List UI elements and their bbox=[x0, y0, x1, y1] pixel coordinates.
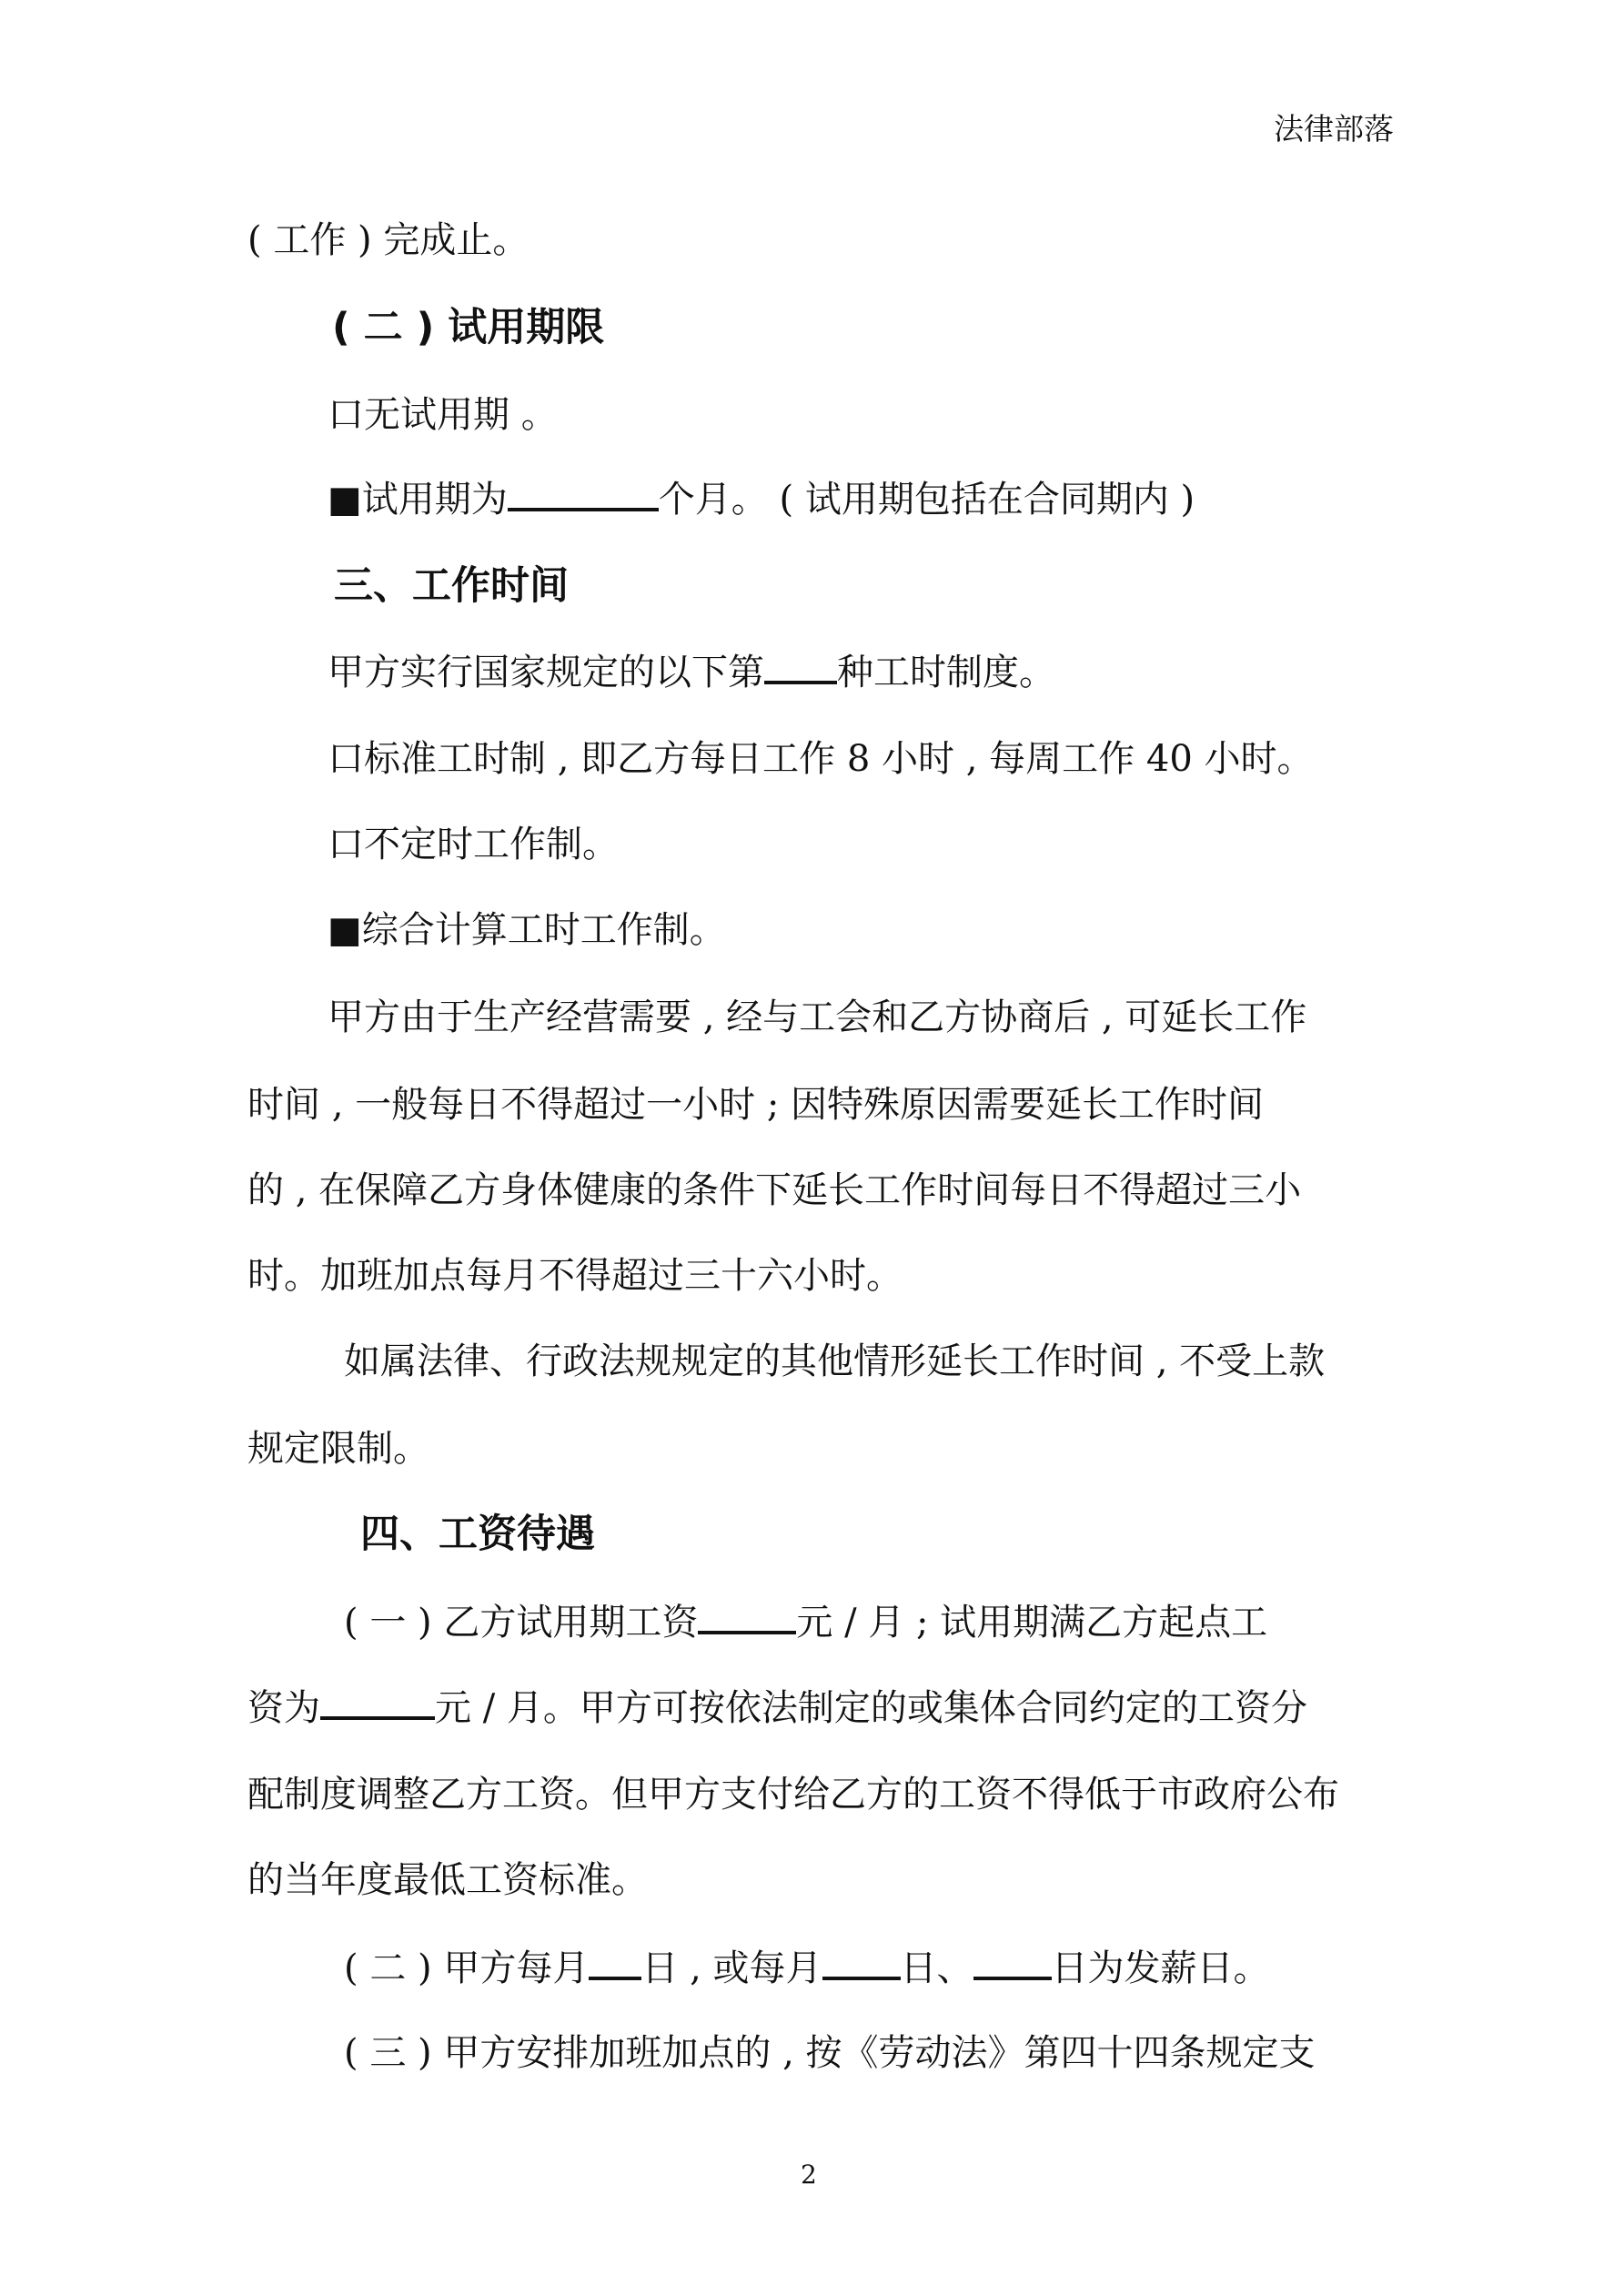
paragraph-line: 配制度调整乙方工资。但甲方支付给乙方的工资不得低于市政府公布 bbox=[247, 1774, 1339, 1816]
blank-field bbox=[973, 1944, 1052, 1980]
checkbox-option-flexible: 口不定时工作制。 bbox=[328, 824, 619, 865]
section-heading: 三、工作时间 bbox=[334, 563, 569, 609]
line-text: 元 / 月。甲方可按依法制定的或集体合同约定的工资分 bbox=[435, 1687, 1307, 1729]
line-text: 个月。 ( 试用期包括在合同期内 ) bbox=[658, 479, 1195, 521]
line-text: 种工时制度。 bbox=[837, 652, 1055, 693]
checkbox-option-no-probation: 口无试用期 。 bbox=[328, 394, 558, 436]
line-text: 资为 bbox=[247, 1687, 320, 1729]
checkbox-option-standard: 口标准工时制 , 即乙方每日工作 8 小时 , 每周工作 40 小时。 bbox=[328, 738, 1314, 780]
paragraph-line bbox=[247, 1684, 1307, 1732]
paragraph-line bbox=[344, 1944, 1270, 1992]
line-text: 日为发薪日。 bbox=[1051, 1947, 1270, 1989]
paragraph-line: ( 工作 ) 完成止。 bbox=[247, 219, 530, 261]
checkbox-option-comprehensive: ■综合计算工时工作制。 bbox=[328, 909, 726, 951]
paragraph-line: 的 , 在保障乙方身体健康的条件下延长工作时间每日不得超过三小 bbox=[247, 1169, 1302, 1211]
line-text: ■试用期为 bbox=[328, 479, 508, 521]
blank-field bbox=[698, 1598, 796, 1634]
line-text: 日 , 或每月 bbox=[641, 1947, 822, 1989]
line-text: ( 二 ) 甲方每月 bbox=[344, 1947, 590, 1989]
line-text: 日、 bbox=[900, 1947, 973, 1989]
line-text: 元 / 月 ; 试用期满乙方起点工 bbox=[796, 1602, 1268, 1644]
paragraph-line: ( 三 ) 甲方安排加班加点的 , 按《劳动法》第四十四条规定支 bbox=[344, 2032, 1316, 2074]
page-number: 2 bbox=[801, 2159, 817, 2190]
paragraph-line: 如属法律、行政法规规定的其他情形延长工作时间 , 不受上款 bbox=[344, 1340, 1326, 1382]
paragraph-line: 规定限制。 bbox=[247, 1428, 429, 1470]
section-heading: ( 二 ) 试用期限 bbox=[332, 305, 605, 350]
page-header: 法律部落 bbox=[1274, 111, 1394, 147]
line-text: 甲方实行国家规定的以下第 bbox=[328, 652, 764, 693]
blank-field bbox=[822, 1944, 901, 1980]
paragraph-line: 时。加班加点每月不得超过三十六小时。 bbox=[247, 1255, 903, 1297]
checkbox-option-probation bbox=[328, 475, 1195, 523]
blank-field bbox=[764, 648, 837, 684]
section-heading: 四、工资待遇 bbox=[360, 1512, 595, 1557]
paragraph-line: 甲方由于生产经营需要 , 经与工会和乙方协商后 , 可延长工作 bbox=[328, 996, 1307, 1038]
paragraph-line bbox=[328, 648, 1055, 696]
blank-field bbox=[589, 1944, 641, 1980]
paragraph-line bbox=[344, 1598, 1267, 1646]
blank-field bbox=[320, 1684, 435, 1720]
paragraph-line: 的当年度最低工资标准。 bbox=[247, 1859, 648, 1901]
blank-field bbox=[508, 475, 659, 511]
paragraph-line: 时间 , 一般每日不得超过一小时 ; 因特殊原因需要延长工作时间 bbox=[247, 1084, 1265, 1126]
line-text: ( 一 ) 乙方试用期工资 bbox=[344, 1602, 699, 1644]
